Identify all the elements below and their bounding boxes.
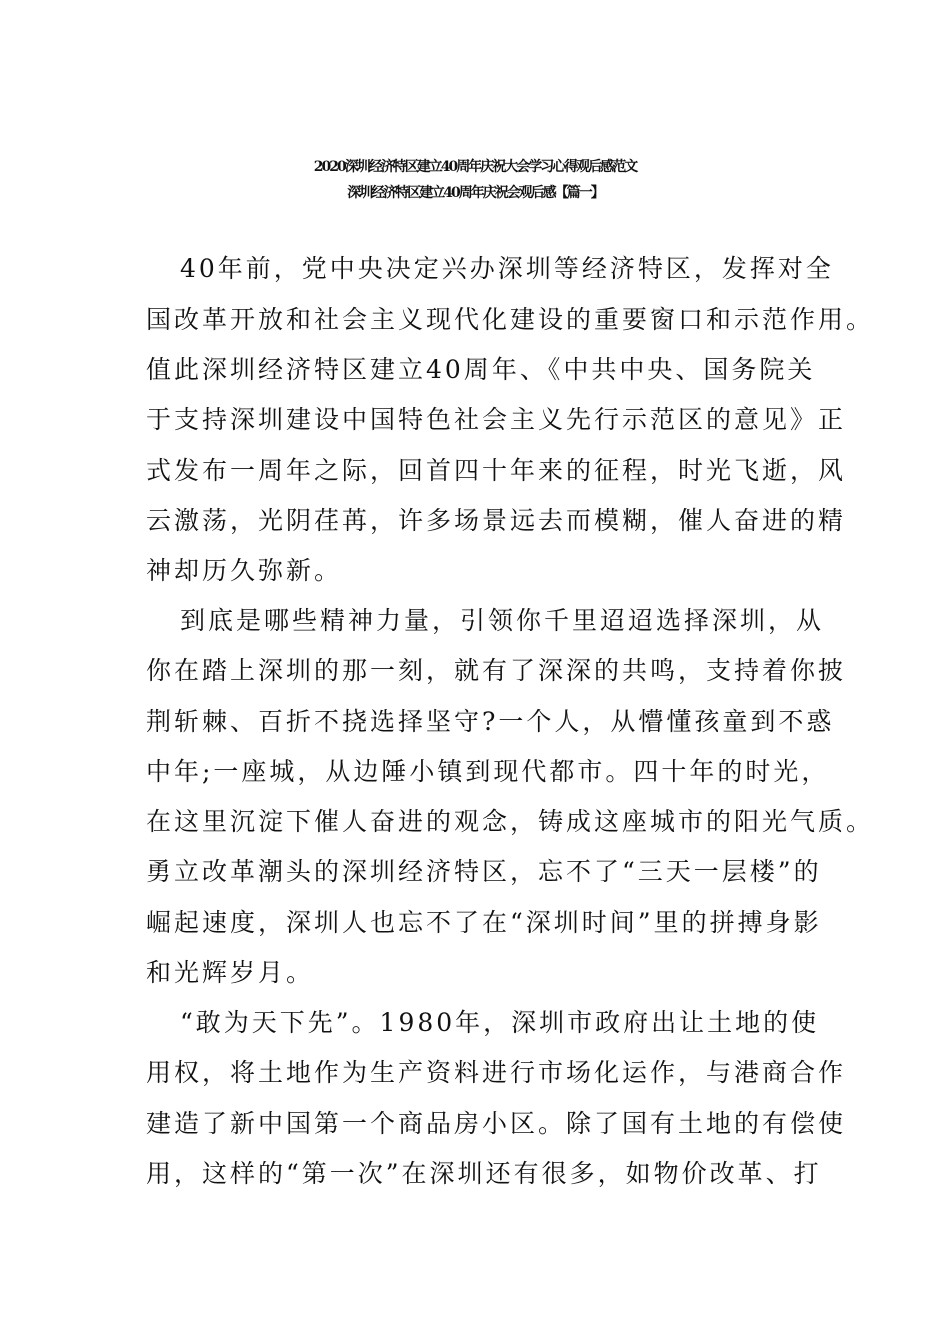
paragraph-line: 云激荡，光阴荏苒，许多场景远去而模糊，催人奋进的精	[146, 506, 847, 535]
paragraph-line: 于支持深圳建设中国特色社会主义先行示范区的意见》正	[146, 405, 847, 434]
paragraph-line: 值此深圳经济特区建立40周年、《中共中央、国务院关	[146, 355, 816, 384]
paragraph-line: 你在踏上深圳的那一刻，就有了深深的共鸣，支持着你披	[146, 656, 847, 685]
paragraph-line: 国改革开放和社会主义现代化建设的重要窗口和示范作用。	[146, 305, 875, 334]
section-heading: 深圳经济特区建立40周年庆祝会观后感【篇一】	[347, 185, 603, 201]
paragraph-line: 勇立改革潮头的深圳经济特区，忘不了“三天一层楼”的	[146, 857, 822, 886]
paragraph-line: 用，这样的“第一次”在深圳还有很多，如物价改革、打	[146, 1159, 822, 1188]
paragraph-line: 崛起速度，深圳人也忘不了在“深圳时间”里的拼搏身影	[146, 908, 822, 937]
paragraph-line: 建造了新中国第一个商品房小区。除了国有土地的有偿使	[146, 1109, 847, 1138]
paragraph-line: 到底是哪些精神力量，引领你千里迢迢选择深圳，从	[180, 606, 825, 635]
paragraph-line: 神却历久弥新。	[146, 556, 343, 585]
paragraph-line: “敢为天下先”。1980年，深圳市政府出让土地的使	[180, 1008, 820, 1037]
paragraph-line: 式发布一周年之际，回首四十年来的征程，时光飞逝，风	[146, 456, 847, 485]
paragraph-line: 40年前，党中央决定兴办深圳等经济特区，发挥对全	[180, 254, 834, 283]
paragraph-line: 用权，将土地作为生产资料进行市场化运作，与港商合作	[146, 1058, 847, 1087]
paragraph-line: 和光辉岁月。	[146, 958, 315, 987]
paragraph-line: 中年;一座城，从边陲小镇到现代都市。四十年的时光，	[146, 757, 830, 786]
paragraph-line: 荆斩棘、百折不挠选择坚守?一个人，从懵懂孩童到不惑	[146, 707, 835, 736]
document-title: 2020深圳经济特区建立40周年庆祝大会学习心得观后感范文	[313, 159, 637, 175]
paragraph-line: 在这里沉淀下催人奋进的观念，铸成这座城市的阳光气质。	[146, 807, 875, 836]
